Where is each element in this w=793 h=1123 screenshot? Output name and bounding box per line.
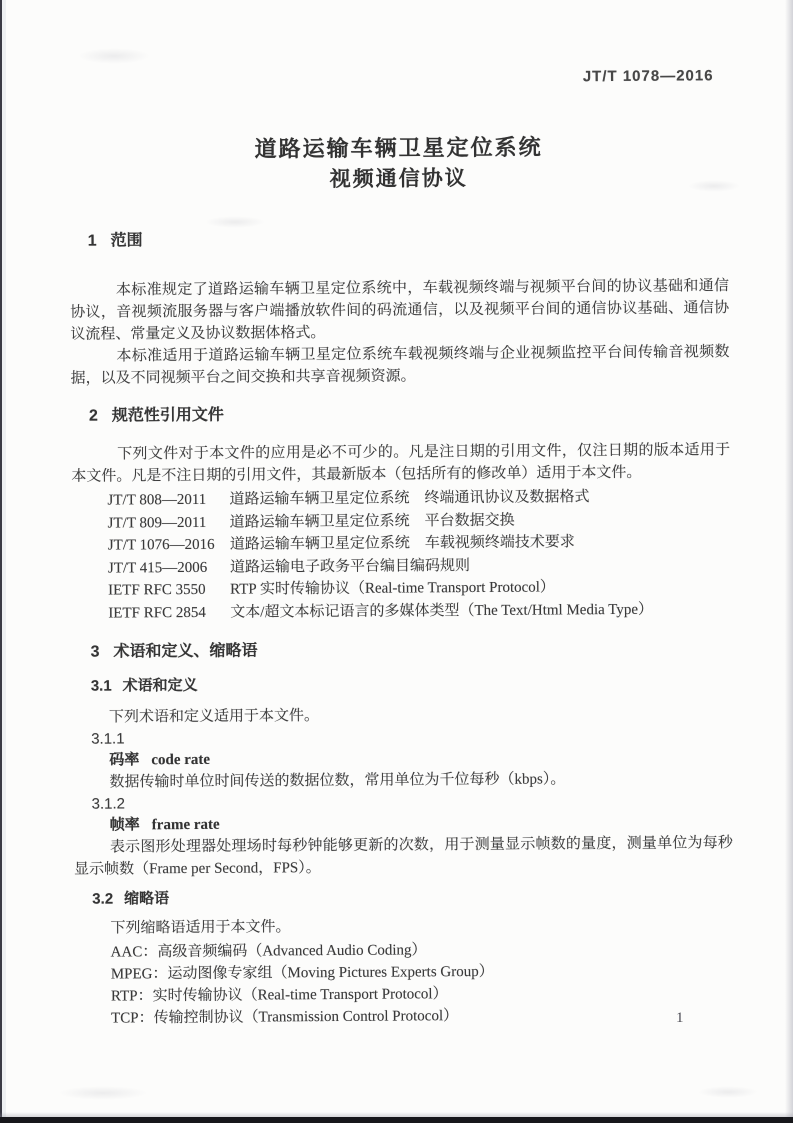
reference-title: RTP 实时传输协议（Real-time Transport Protocol）	[230, 579, 555, 598]
subsection-heading-terms	[91, 672, 732, 695]
term-definition: 数据传输时单位时间传送的数据位数，常用单位为千位每秒（kbps）。	[109, 771, 566, 791]
subsection-number: 3.2	[92, 890, 114, 908]
term-definition-block	[74, 789, 734, 881]
scan-smudge	[698, 1086, 758, 1098]
paragraph: 本标准规定了道路运输车辆卫星定位系统中，车载视频终端与视频平台间的协议基础和通信协议，音视频流服务器与客户端播放软件间的码流通信，以及视频平台间的通信协议基础、通信协议流程、常量定义及协议数据体格式。	[70, 278, 730, 343]
subsection-title: 术语和定义	[122, 676, 198, 695]
term-name-zh: 码率	[109, 751, 140, 769]
paragraph: 本标准适用于道路运输车辆卫星定位系统车载视频终端与企业视频监控平台间传输音视频数据，以及不同视频平台之间交换和共享音视频资源。	[70, 344, 730, 387]
scan-edge-left-shade	[2, 0, 6, 1123]
abbreviation-item: TCP：传输控制协议（Transmission Control Protocol）	[111, 1008, 459, 1027]
subsection-heading-abbreviations	[92, 885, 733, 908]
term-name-en: code rate	[151, 751, 211, 769]
term-definition: 表示图形处理器处理场时每秒钟能够更新的次数，用于测量显示帧数的量度，测量单位为每秒显示帧数（Frame per Second，FPS）。	[74, 835, 733, 878]
section-number: 3	[90, 643, 100, 661]
term-definition-block	[73, 724, 732, 794]
reference-code: IETF RFC 2854	[108, 604, 206, 622]
section-title: 术语和定义、缩略语	[113, 642, 258, 661]
scan-smudge	[58, 1086, 148, 1100]
page-number: 1	[676, 1010, 684, 1026]
reference-code: JT/T 415—2006	[107, 559, 208, 577]
section-heading-normative-references	[89, 402, 730, 426]
document-title-line1: 道路运输车辆卫星定位系统	[254, 134, 543, 162]
standard-number: JT/T 1078—2016	[582, 67, 714, 86]
reference-title: 道路运输车辆卫星定位系统 终端通讯协议及数据格式	[229, 489, 590, 508]
reference-title: 道路运输电子政务平台编目编码规则	[229, 557, 471, 576]
paragraph: 下列缩略语适用于本文件。	[110, 919, 291, 937]
term-name-zh: 帧率	[109, 816, 140, 834]
section-number: 1	[87, 232, 97, 250]
abbreviation-item: MPEG：运动图像专家组（Moving Pictures Experts Group）	[110, 963, 494, 983]
abbreviation-item: RTP：实时传输协议（Real-time Transport Protocol）	[110, 986, 448, 1005]
abbreviation-item: AAC：高级音频编码（Advanced Audio Coding）	[110, 942, 427, 961]
scan-edge-right	[785, 0, 793, 1123]
term-number: 3.1.2	[91, 795, 126, 813]
reference-code: IETF RFC 3550	[108, 581, 206, 599]
subsection-number: 3.1	[90, 677, 112, 695]
paragraph: 下列术语和定义适用于本文件。	[108, 708, 320, 726]
reference-code: JT/T 809—2011	[107, 514, 207, 532]
reference-title: 文本/超文本标记语言的多媒体类型（The Text/Html Media Type）	[230, 601, 654, 621]
reference-item	[108, 598, 731, 625]
section-title: 规范性引用文件	[111, 406, 224, 425]
reference-code: JT/T 808—2011	[107, 491, 207, 509]
document-title-line2: 视频通信协议	[329, 167, 468, 191]
paragraph: 下列文件对于本文件的应用是必不可少的。凡是注日期的引用文件，仅注日期的版本适用于本文件。凡是不注日期的引用文件，其最新版本（包括所有的修改单）适用于本文件。	[71, 442, 731, 485]
section-title: 范围	[110, 232, 143, 250]
subsection-title: 缩略语	[124, 890, 170, 908]
reference-list	[107, 485, 731, 624]
reference-title: 道路运输车辆卫星定位系统 车载视频终端技术要求	[229, 534, 575, 553]
term-number: 3.1.1	[91, 730, 125, 748]
abbreviation-list	[111, 937, 735, 1029]
document-title	[69, 131, 728, 198]
reference-title: 道路运输车辆卫星定位系统 平台数据交换	[229, 512, 515, 531]
section-heading-terms-abbreviations	[90, 638, 731, 662]
section-heading-scope	[88, 227, 729, 251]
scan-edge-bottom	[0, 1117, 793, 1123]
reference-code: JT/T 1076—2016	[107, 536, 215, 554]
section-number: 2	[88, 407, 98, 425]
term-name-en: frame rate	[151, 816, 220, 834]
